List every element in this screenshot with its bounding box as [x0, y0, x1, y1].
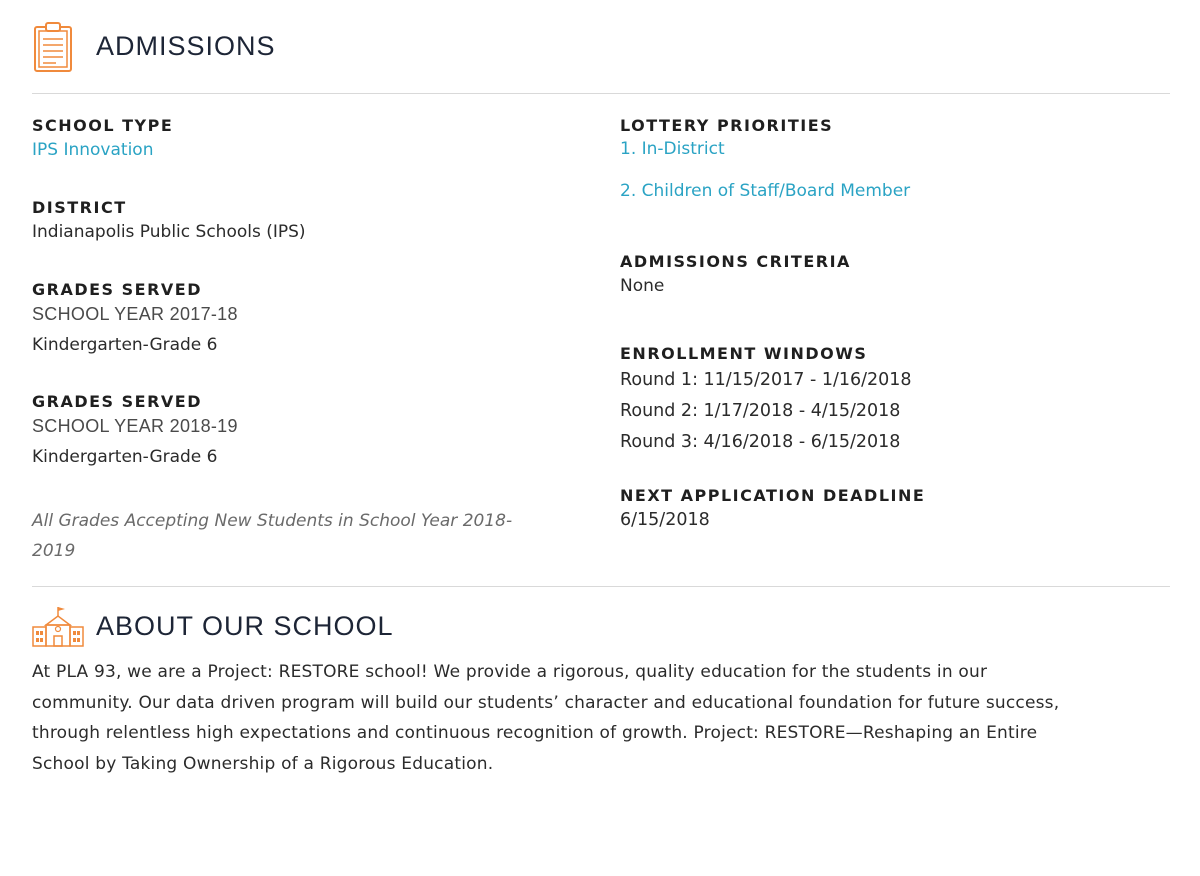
lottery-priorities-label: LOTTERY PRIORITIES — [620, 116, 834, 135]
accepting-students-note-line2: 2019 — [32, 541, 76, 561]
admissions-criteria-label: ADMISSIONS CRITERIA — [620, 252, 851, 271]
lottery-priority-item[interactable]: 2. Children of Staff/Board Member — [620, 181, 911, 201]
next-deadline-label: NEXT APPLICATION DEADLINE — [620, 486, 926, 505]
grades-served-year: SCHOOL YEAR 2018-19 — [32, 416, 238, 436]
about-line: through relentless high expectations and continuous recognition of growth. Project: RESTORE—Reshaping an Entire — [32, 723, 1038, 743]
clipboard-icon — [32, 21, 74, 73]
admissions-header — [32, 0, 1170, 93]
grades-served-label: GRADES SERVED — [32, 392, 203, 411]
grades-served-value: Kindergarten-Grade 6 — [32, 447, 218, 467]
grades-served-year: SCHOOL YEAR 2017-18 — [32, 304, 238, 324]
school-type-value[interactable]: IPS Innovation — [32, 140, 154, 160]
school-building-icon — [32, 605, 84, 647]
district-value: Indianapolis Public Schools (IPS) — [32, 222, 306, 242]
page — [32, 0, 1170, 779]
accepting-students-note-line1: All Grades Accepting New Students in School Year 2018- — [32, 511, 513, 531]
enrollment-round: Round 2: 1/17/2018 - 4/15/2018 — [620, 401, 901, 421]
enrollment-windows-label: ENROLLMENT WINDOWS — [620, 344, 868, 363]
admissions-criteria-value: None — [620, 276, 665, 296]
enrollment-round: Round 3: 4/16/2018 - 6/15/2018 — [620, 432, 901, 452]
about-description — [32, 657, 1170, 779]
about-header — [32, 587, 1170, 665]
about-line: community. Our data driven program will build our students’ character and educational foundation for future success, — [32, 692, 1060, 713]
about-title: ABOUT OUR SCHOOL — [96, 610, 394, 641]
about-line: At PLA 93, we are a Project: RESTORE school! We provide a rigorous, quality education for the students in our — [32, 662, 988, 682]
about-line: School by Taking Ownership of a Rigorous Education. — [32, 753, 494, 774]
lottery-priority-item[interactable]: 1. In-District — [620, 139, 725, 159]
grades-served-value: Kindergarten-Grade 6 — [32, 335, 218, 355]
admissions-details — [32, 94, 1170, 586]
grades-served-label: GRADES SERVED — [32, 280, 203, 299]
district-label: DISTRICT — [32, 198, 127, 217]
admissions-title: ADMISSIONS — [96, 31, 276, 61]
enrollment-round: Round 1: 11/15/2017 - 1/16/2018 — [620, 370, 912, 390]
school-type-label: SCHOOL TYPE — [32, 116, 174, 135]
next-deadline-value: 6/15/2018 — [620, 510, 710, 530]
